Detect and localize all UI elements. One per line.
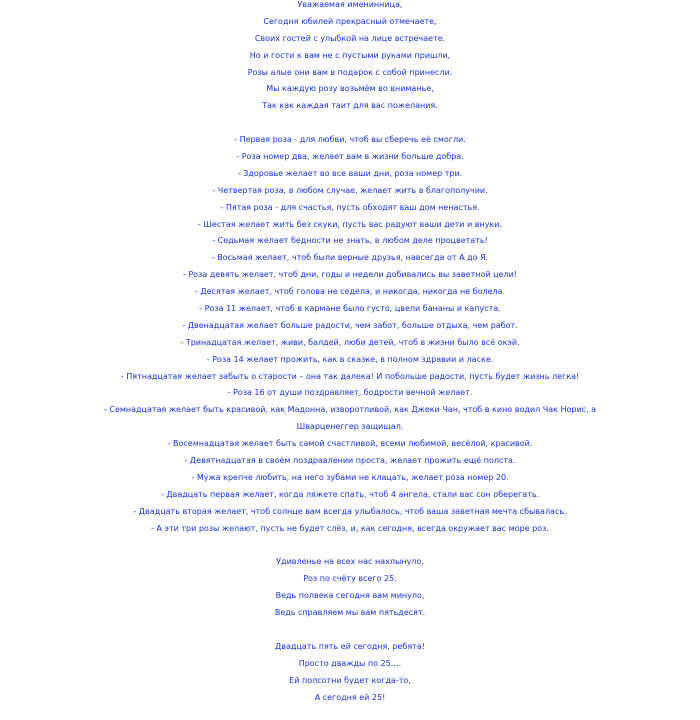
wish-line: - Шестая желает жить без скуки, пусть вас радуют ваши дети и внуки. [197, 219, 503, 229]
wish-line: - Роза 14 желает прожить, как в сказке, в полном здравии и ласке. [206, 354, 494, 364]
poem-line: Розы алые они вам в подарок с собой принесли. [247, 67, 453, 77]
wish-line: - Восемнадцатая желает быть самой счастливой, всеми любимой, весёлой, красивой. [167, 439, 533, 449]
poem-line: Ведь полвека сегодня вам минуло, [275, 591, 425, 601]
wish-line: - Пятнадцатая желает забыть о старости – она так далека! И побольше радости, пусть будет жизнь легка! [120, 371, 580, 381]
wish-line: - Девятнадцатая в своём поздравлении проста, желает прожить ещё полста. [184, 456, 516, 466]
wish-line: - Восьмая желает, чтоб были верные друзья, навсегда от А до Я. [211, 253, 489, 263]
wish-line: - Двадцать вторая желает, чтоб солнце вам всегда улыбалось, чтоб ваша заветная мечта сбывалась. [133, 506, 567, 516]
wish-line: - Мужа крепче любить, на него зубами не клацать, желает роза номер 20. [191, 472, 509, 482]
poem-line: Ведь справляем мы вам пятьдесят. [274, 608, 426, 618]
wish-line: - А эти три розы желают, пусть не будет слёз, и, как сегодня, всегда окружает вас море роз. [151, 523, 549, 533]
wish-line: - Десятая желает, чтоб голова не седела, и никогда, никогда не болела. [194, 287, 506, 297]
wish-line: - Семнадцатая желает быть красивой, как Мадонна, изворотливой, как Джеки Чан, чтоб в кино водил Чак Норис, а [103, 405, 597, 415]
wishes-list [0, 132, 700, 537]
wish-line: - Двадцать первая желает, когда ляжете спать, чтоб 4 ангела, стали вас сон оберегать. [160, 489, 540, 499]
final-stanza [0, 639, 700, 707]
wish-line: - Первая роза - для любви, чтоб вы сберечь её смогли. [234, 135, 466, 145]
wish-line: - Двенадцатая желает больше радости, чем забот, больше отдыха, чем работ. [182, 320, 518, 330]
poem-line: А сегодня ей 25! [314, 692, 386, 702]
poem-line: Ей полсотни будет когда-то, [289, 675, 411, 685]
stanza-gap [0, 622, 700, 639]
poem-line: Просто дважды по 25…. [298, 658, 402, 668]
wish-line: - Четвертая роза, в любом случае, желает жить в благополучии. [212, 185, 488, 195]
stanza-gap [0, 115, 700, 132]
poem-line: Своих гостей с улыбкой на лице встречаете. [254, 33, 446, 43]
poem-line: Так как каждая таит для вас пожелания. [262, 101, 438, 111]
poem-line: Но и гости к вам не с пустыми руками пришли, [249, 50, 451, 60]
wish-line: - Роза номер два, желает вам в жизни больше добра. [236, 152, 464, 162]
wish-line: - Тринадцатая желает, живи, балдей, люби детей, чтоб в жизни было всё окэй. [180, 337, 520, 347]
stanza-gap [0, 538, 700, 555]
poem-line: Двадцать пять ей сегодня, ребята! [275, 641, 425, 651]
wish-line: - Пятая роза - для счастья, пусть обходят ваш дом ненастья. [220, 202, 480, 212]
third-stanza [0, 554, 700, 622]
wish-line: Шварценеггер защищал. [296, 422, 404, 432]
poem-line: Удивленье на всех нас нахлынуло, [276, 557, 424, 567]
wish-line: - Седьмая желает бедности не знать, в любом деле процветать! [212, 236, 488, 246]
poem-line: Сегодня юбилей прекрасный отмечаете, [263, 16, 437, 26]
wish-line: - Роза 16 от души поздравляет, бодрости вечной желает. [227, 388, 473, 398]
wish-line: - Здоровье желает во все ваши дни, роза номер три. [237, 168, 463, 178]
wish-line: - Роза девять желает, чтоб дни, годы и недели добивались вы заветной цели! [183, 270, 517, 280]
poem-line: Мы каждую розу возьмём во вниманье, [266, 84, 434, 94]
wish-line: - Роза 11 желает, чтоб в кармане было густо, цвели бананы и капуста. [199, 304, 501, 314]
intro-stanza [0, 0, 700, 115]
poem-line: Роз по счёту всего 25. [303, 574, 397, 584]
poem-line: Уважаемая именинница, [297, 0, 403, 9]
